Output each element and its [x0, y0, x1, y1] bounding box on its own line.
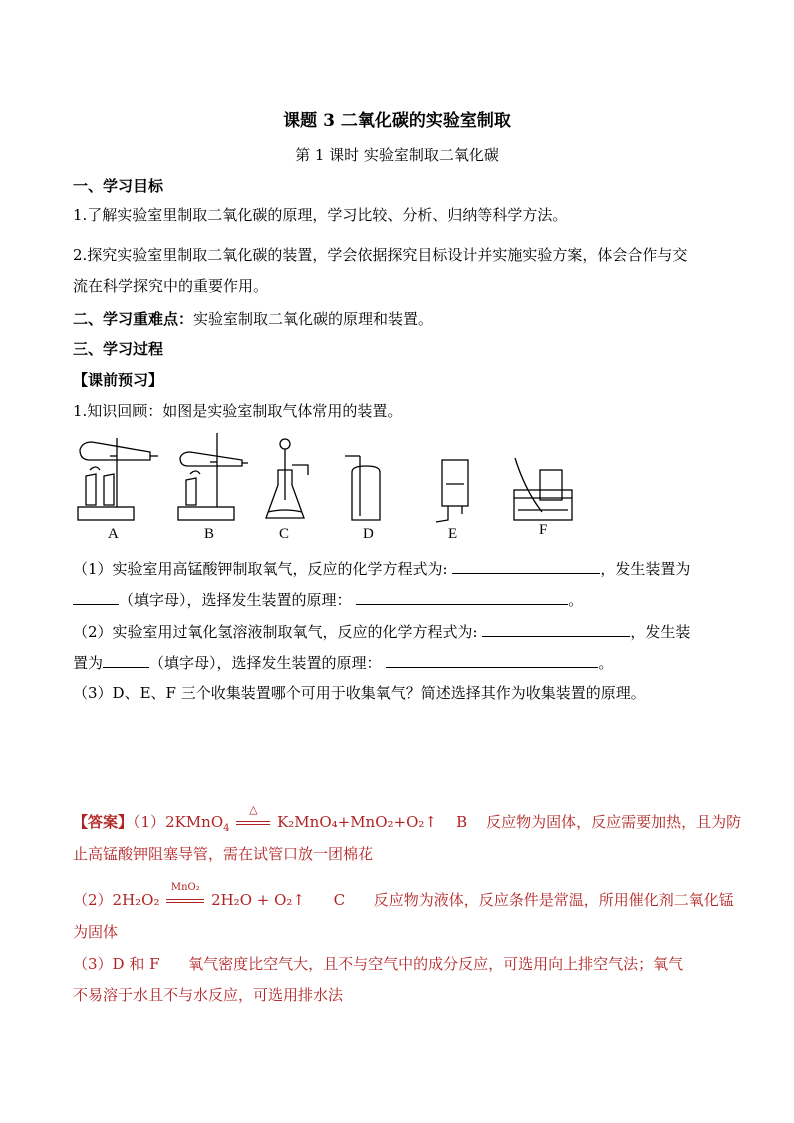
key-points-text: 实验室制取二氧化碳的原理和装置。: [193, 310, 434, 328]
answer-1-line-1: 【答案】（1）2KMnO$_4$ △ K₂MnO₄+MnO₂+O₂↑ B 反应物为固体，反应需要加热，且为防: [73, 803, 742, 834]
apparatus-label-b: B: [204, 526, 215, 542]
answer-blank-principle-2[interactable]: [386, 652, 598, 668]
apparatus-label-e: E: [448, 526, 458, 542]
apparatus-d-icon: [345, 456, 380, 520]
question-2-line-1: （2）实验室用过氧化氢溶液制取氧气，反应的化学方程式为: ，发生装: [73, 623, 691, 641]
goal-2-line-2: 流在科学探究中的重要作用。: [73, 277, 269, 295]
preview-heading: 【课前预习】: [73, 371, 164, 389]
answer-blank-principle-1[interactable]: [356, 589, 568, 605]
page-title: 课题 3 二氧化碳的实验室制取: [283, 111, 511, 131]
answer-blank-equation-1[interactable]: [452, 558, 600, 574]
answer-2-line-1: （2）2H₂O₂ MnO₂ 2H₂O + O₂↑ C 反应物为液体，反应条件是常温，所用催化剂二氧化锰: [73, 882, 734, 909]
answer-label: 【答案】: [73, 813, 134, 831]
catalyst-condition: MnO₂: [164, 890, 206, 910]
apparatus-c-icon: [266, 439, 308, 518]
heat-condition: △: [234, 812, 272, 832]
goal-2-line-1: 2.探究实验室里制取二氧化碳的装置，学会依据探究目标设计并实施实验方案，体会合作与交: [73, 246, 688, 264]
answer-1-line-2: 止高锰酸钾阻塞导管，需在试管口放一团棉花: [73, 845, 374, 863]
question-1-line-1: （1）实验室用高锰酸钾制取氧气，反应的化学方程式为: ，发生装置为: [73, 560, 691, 578]
section-heading-process: 三、学习过程: [73, 340, 164, 358]
section-heading-goals: 一、学习目标: [73, 177, 164, 195]
apparatus-label-d: D: [363, 526, 374, 542]
question-3: （3）D、E、F 三个收集装置哪个可用于收集氧气？简述选择其作为收集装置的原理。: [73, 684, 646, 702]
goal-1: 1.了解实验室里制取二氧化碳的原理，学习比较、分析、归纳等科学方法。: [73, 206, 568, 224]
answer-3-line-1: （3）D 和 F 氧气密度比空气大，且不与空气中的成分反应，可选用向上排空气法；氧气: [73, 955, 684, 973]
answer-blank-letter-2[interactable]: [103, 652, 149, 668]
key-points-heading: 二、学习重难点：: [73, 310, 194, 328]
apparatus-e-icon: [436, 460, 468, 522]
answer-2-line-2: 为固体: [73, 923, 119, 941]
key-points: [73, 309, 433, 329]
answer-blank-letter-1[interactable]: [73, 589, 119, 605]
answer-blank-equation-2[interactable]: [482, 621, 630, 637]
apparatus-b-icon: [178, 433, 248, 520]
page-subtitle: 第 1 课时 实验室制取二氧化碳: [295, 146, 499, 164]
apparatus-label-a: A: [108, 526, 119, 542]
apparatus-f-icon: [514, 458, 572, 520]
apparatus-figure: [70, 430, 590, 545]
answer-3-line-2: 不易溶于水且不与水反应，可选用排水法: [73, 986, 344, 1004]
question-2-line-2: 置为 （填字母），选择发生装置的原理： 。: [73, 654, 614, 672]
question-1-line-2: （填字母），选择发生装置的原理： 。: [73, 589, 583, 610]
apparatus-label-f: F: [539, 522, 548, 538]
apparatus-label-c: C: [279, 526, 290, 542]
review-intro: 1.知识回顾：如图是实验室制取气体常用的装置。: [73, 402, 403, 420]
apparatus-a-icon: [78, 438, 158, 520]
